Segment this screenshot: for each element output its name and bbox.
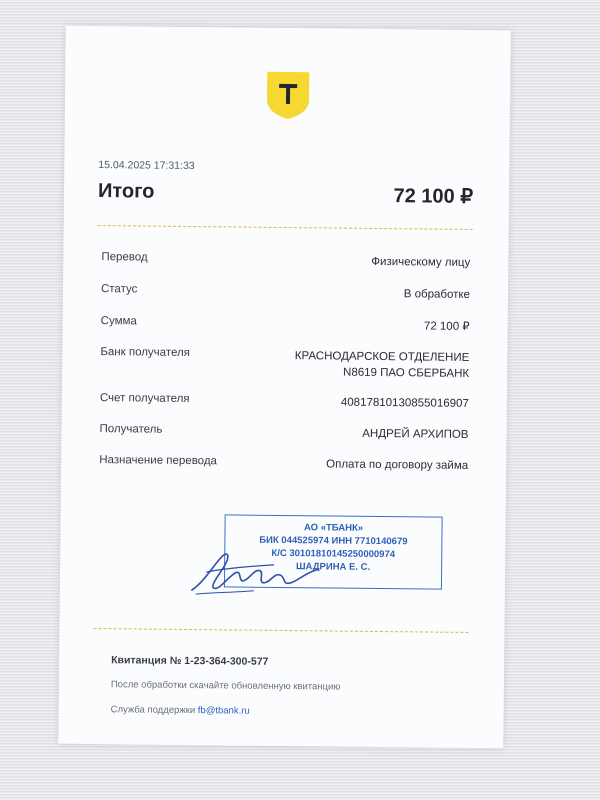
detail-row-amount	[100, 315, 470, 333]
signature-icon	[184, 542, 335, 604]
detail-label: Банк получателя	[100, 346, 190, 360]
stamp-line: ШАДРИНА Е. С.	[295, 561, 371, 573]
update-note: После обработки скачайте обновленную квитанцию	[110, 679, 341, 693]
detail-row-recipient-bank	[100, 346, 470, 380]
divider-bottom	[93, 628, 468, 633]
receipt-card	[58, 26, 510, 749]
detail-label: Счет получателя	[99, 392, 190, 406]
detail-row-purpose	[99, 454, 469, 472]
detail-label: Сумма	[100, 315, 137, 328]
detail-value: 72 100 ₽	[423, 320, 470, 333]
detail-row-recipient-account	[99, 392, 469, 410]
stamp-line: АО «ТБАНК»	[303, 522, 364, 534]
detail-value: Оплата по договору займа	[326, 458, 469, 472]
transaction-datetime: 15.04.2025 17:31:33	[98, 159, 195, 173]
detail-value: 40817810130855016907	[340, 396, 469, 410]
stamp-line: К/С 30101810145250000974	[271, 547, 396, 561]
detail-value	[295, 348, 470, 382]
support-line	[111, 704, 250, 716]
detail-label: Получатель	[99, 423, 163, 436]
detail-value: АНДРЕЙ АРХИПОВ	[362, 427, 469, 441]
total-amount: 72 100 ₽	[393, 185, 474, 208]
detail-row-recipient	[99, 423, 469, 441]
detail-label: Перевод	[101, 251, 148, 264]
detail-value-line1: КРАСНОДАРСКОЕ ОТДЕЛЕНИЕ	[294, 350, 470, 364]
detail-row-transfer	[101, 251, 471, 269]
detail-value: Физическому лицу	[371, 255, 471, 269]
detail-label: Статус	[100, 283, 138, 296]
detail-row-status	[100, 283, 471, 301]
receipt-number: Квитанция № 1-23-364-300-577	[111, 654, 269, 668]
detail-label: Назначение перевода	[99, 454, 218, 468]
tbank-logo-icon	[265, 70, 312, 120]
detail-value: В обработке	[403, 288, 471, 301]
total-label: Итого	[97, 180, 155, 203]
detail-value-line2: N8619 ПАО СБЕРБАНК	[343, 366, 470, 380]
divider-top	[98, 225, 473, 230]
support-label: Служба поддержки	[110, 704, 196, 717]
stamp-line: БИК 044525974 ИНН 7710140679	[259, 534, 408, 548]
support-email-link[interactable]: fb@tbank.ru	[197, 705, 250, 717]
